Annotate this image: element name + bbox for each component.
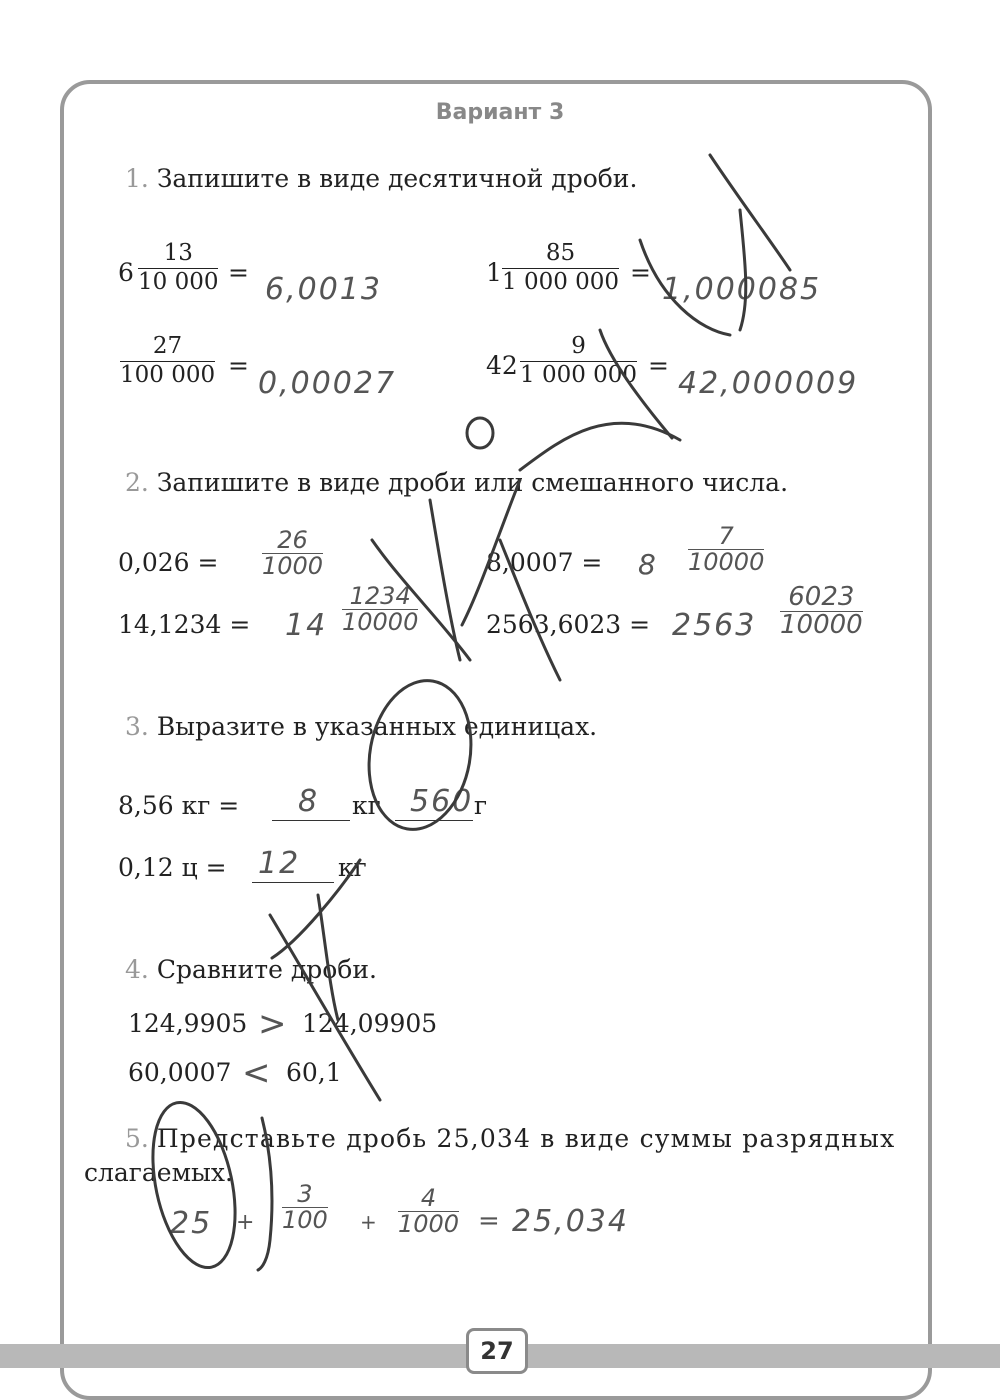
task1-item4-whole: 42 (486, 351, 518, 380)
task4-line1-sign: > (258, 1004, 289, 1044)
task1-number: 1. (125, 164, 149, 193)
task1-item2-whole: 1 (486, 258, 502, 287)
task1-item3-eq: = (228, 351, 249, 380)
task4-line1-left: 124,9905 (128, 1009, 248, 1038)
task3-line2-answer1: 12 (258, 846, 301, 881)
task3-line2-expr: 0,12 ц = (118, 853, 227, 882)
task2-item1-num: 26 (277, 526, 308, 554)
task3-line1-unit1: кг (352, 791, 381, 820)
task2-item4-expr: 2563,6023 = (486, 610, 651, 639)
task1-item4-answer: 42,000009 (678, 366, 859, 401)
task2-item2-den: 10000 (688, 548, 765, 577)
task2-item2-num: 7 (718, 522, 734, 550)
task1-text: Запишите в виде десятичной дроби. (156, 164, 638, 193)
task5-answer-plus2: + (360, 1210, 379, 1234)
task2-item2-expr: 8,0007 = (486, 548, 603, 577)
task4-number: 4. (125, 955, 149, 984)
task1-item4-den: 1 000 000 (520, 361, 638, 388)
task1-item3-answer: 0,00027 (258, 366, 397, 401)
task5-answer-num1: 3 (297, 1180, 313, 1208)
task1-item2-num: 85 (545, 240, 576, 266)
task2-item3-den: 10000 (342, 608, 419, 637)
task4-line2-sign: < (242, 1053, 273, 1093)
task3-line2-unit1: кг (338, 853, 367, 882)
task1-item3-den: 100 000 (120, 361, 216, 388)
task1-item2-den: 1 000 000 (502, 268, 620, 295)
task2-item4-den: 10000 (780, 610, 863, 641)
page-number: 27 (466, 1328, 528, 1374)
task4-line2-left: 60,0007 (128, 1058, 232, 1087)
task2-text: Запишите в виде дроби или смешанного числа. (156, 468, 789, 497)
task1-item1-whole: 6 (118, 258, 134, 287)
task5-number: 5. (125, 1124, 149, 1153)
task2-number: 2. (125, 468, 149, 497)
task2-item4-whole: 2563 (672, 608, 757, 643)
task4-line1-right: 124,09905 (302, 1009, 438, 1038)
task3-line1-expr: 8,56 кг = (118, 791, 240, 820)
task5-answer-plus1: + (236, 1210, 257, 1235)
task2-item1-expr: 0,026 = (118, 548, 219, 577)
task4-line2-right: 60,1 (286, 1058, 342, 1087)
task5-text-line2: слагаемых. (84, 1158, 233, 1187)
task1-item1-num: 13 (163, 240, 193, 266)
task3-line1-answer1: 8 (298, 784, 320, 819)
task1-item2-answer: 1,000085 (662, 272, 822, 307)
task1-item4-eq: = (648, 351, 669, 380)
task5-answer-whole: 25 (170, 1206, 213, 1241)
task5-answer-den2: 1000 (398, 1210, 460, 1239)
task1-item1-answer: 6,0013 (265, 272, 382, 307)
task5-answer-num2: 4 (420, 1184, 437, 1212)
task1-item4-num: 9 (571, 333, 586, 359)
task5-answer-den1: 100 (282, 1206, 328, 1235)
task2-item3-whole: 14 (285, 608, 328, 643)
task4-text: Сравните дроби. (156, 955, 377, 984)
task5-answer-eq: = (478, 1206, 502, 1236)
variant-title: Вариант 3 (435, 100, 565, 125)
task1-item1-eq: = (228, 258, 249, 287)
task1-item2-eq: = (630, 258, 651, 287)
task3-line1-unit2: г (474, 791, 488, 820)
task2-item3-num: 1234 (349, 582, 411, 610)
task2-item3-expr: 14,1234 = (118, 610, 251, 639)
task2-item4-num: 6023 (788, 582, 855, 612)
task3-number: 3. (125, 712, 149, 741)
task2-item2-whole: 8 (638, 548, 658, 581)
task3-text: Выразите в указанных единицах. (156, 712, 598, 741)
task5-answer-result: 25,034 (512, 1204, 629, 1239)
task1-item3-num: 27 (152, 333, 183, 359)
task1-item1-den: 10 000 (138, 268, 219, 295)
task2-item1-den: 1000 (262, 552, 324, 581)
task5-text-line1: Представьте дробь 25,034 в виде суммы разрядных (156, 1124, 896, 1153)
task3-line1-answer2: 560 (410, 784, 474, 819)
